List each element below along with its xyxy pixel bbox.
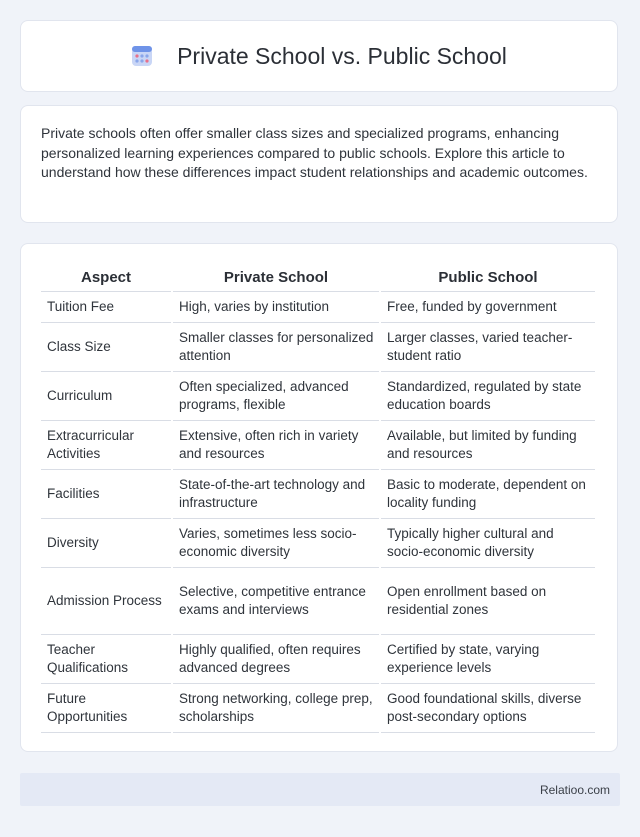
cell-aspect: Diversity bbox=[41, 519, 171, 568]
cell-private: Varies, sometimes less socio-economic diversity bbox=[173, 519, 379, 568]
cell-private: Strong networking, college prep, scholarships bbox=[173, 684, 379, 733]
cell-public: Good foundational skills, diverse post-secondary options bbox=[381, 684, 595, 733]
table-row bbox=[41, 470, 595, 519]
table-row bbox=[41, 684, 595, 733]
table-row bbox=[41, 323, 595, 372]
cell-private: State-of-the-art technology and infrastructure bbox=[173, 470, 379, 519]
table-row bbox=[41, 568, 595, 635]
title-card bbox=[20, 20, 618, 92]
cell-public: Typically higher cultural and socio-economic diversity bbox=[381, 519, 595, 568]
cell-public: Available, but limited by funding and resources bbox=[381, 421, 595, 470]
table-row bbox=[41, 372, 595, 421]
header-private-school: Private School bbox=[173, 264, 379, 292]
cell-aspect: Admission Process bbox=[41, 568, 171, 635]
table-row bbox=[41, 635, 595, 684]
cell-private: High, varies by institution bbox=[173, 292, 379, 323]
cell-aspect: Facilities bbox=[41, 470, 171, 519]
comparison-table bbox=[39, 264, 597, 733]
cell-aspect: Future Opportunities bbox=[41, 684, 171, 733]
footer-bar bbox=[20, 773, 620, 806]
cell-aspect: Teacher Qualifications bbox=[41, 635, 171, 684]
table-row bbox=[41, 519, 595, 568]
calculator-grid-icon bbox=[131, 45, 153, 67]
cell-aspect: Class Size bbox=[41, 323, 171, 372]
cell-public: Larger classes, varied teacher-student ratio bbox=[381, 323, 595, 372]
cell-aspect: Tuition Fee bbox=[41, 292, 171, 323]
table-row bbox=[41, 421, 595, 470]
table-header-row bbox=[41, 264, 595, 292]
cell-aspect: Extracurricular Activities bbox=[41, 421, 171, 470]
cell-private: Highly qualified, often requires advanced degrees bbox=[173, 635, 379, 684]
cell-private: Often specialized, advanced programs, flexible bbox=[173, 372, 379, 421]
table-row bbox=[41, 292, 595, 323]
cell-public: Certified by state, varying experience levels bbox=[381, 635, 595, 684]
cell-public: Open enrollment based on residential zones bbox=[381, 568, 595, 635]
cell-public: Free, funded by government bbox=[381, 292, 595, 323]
header-public-school: Public School bbox=[381, 264, 595, 292]
cell-private: Smaller classes for personalized attention bbox=[173, 323, 379, 372]
cell-public: Standardized, regulated by state education boards bbox=[381, 372, 595, 421]
cell-public: Basic to moderate, dependent on locality funding bbox=[381, 470, 595, 519]
cell-private: Extensive, often rich in variety and resources bbox=[173, 421, 379, 470]
cell-private: Selective, competitive entrance exams and interviews bbox=[173, 568, 379, 635]
header-aspect: Aspect bbox=[41, 264, 171, 292]
intro-text: Private schools often offer smaller class sizes and specialized programs, enhancing personalized learning experiences compared to public schools. Explore this article to understand how these differences impact student relationships and academic outcomes. bbox=[41, 125, 588, 180]
intro-card bbox=[20, 105, 618, 223]
page-title: Private School vs. Public School bbox=[177, 42, 507, 69]
footer-brand[interactable]: Relatioo.com bbox=[539, 783, 610, 797]
cell-aspect: Curriculum bbox=[41, 372, 171, 421]
comparison-card bbox=[20, 243, 618, 752]
